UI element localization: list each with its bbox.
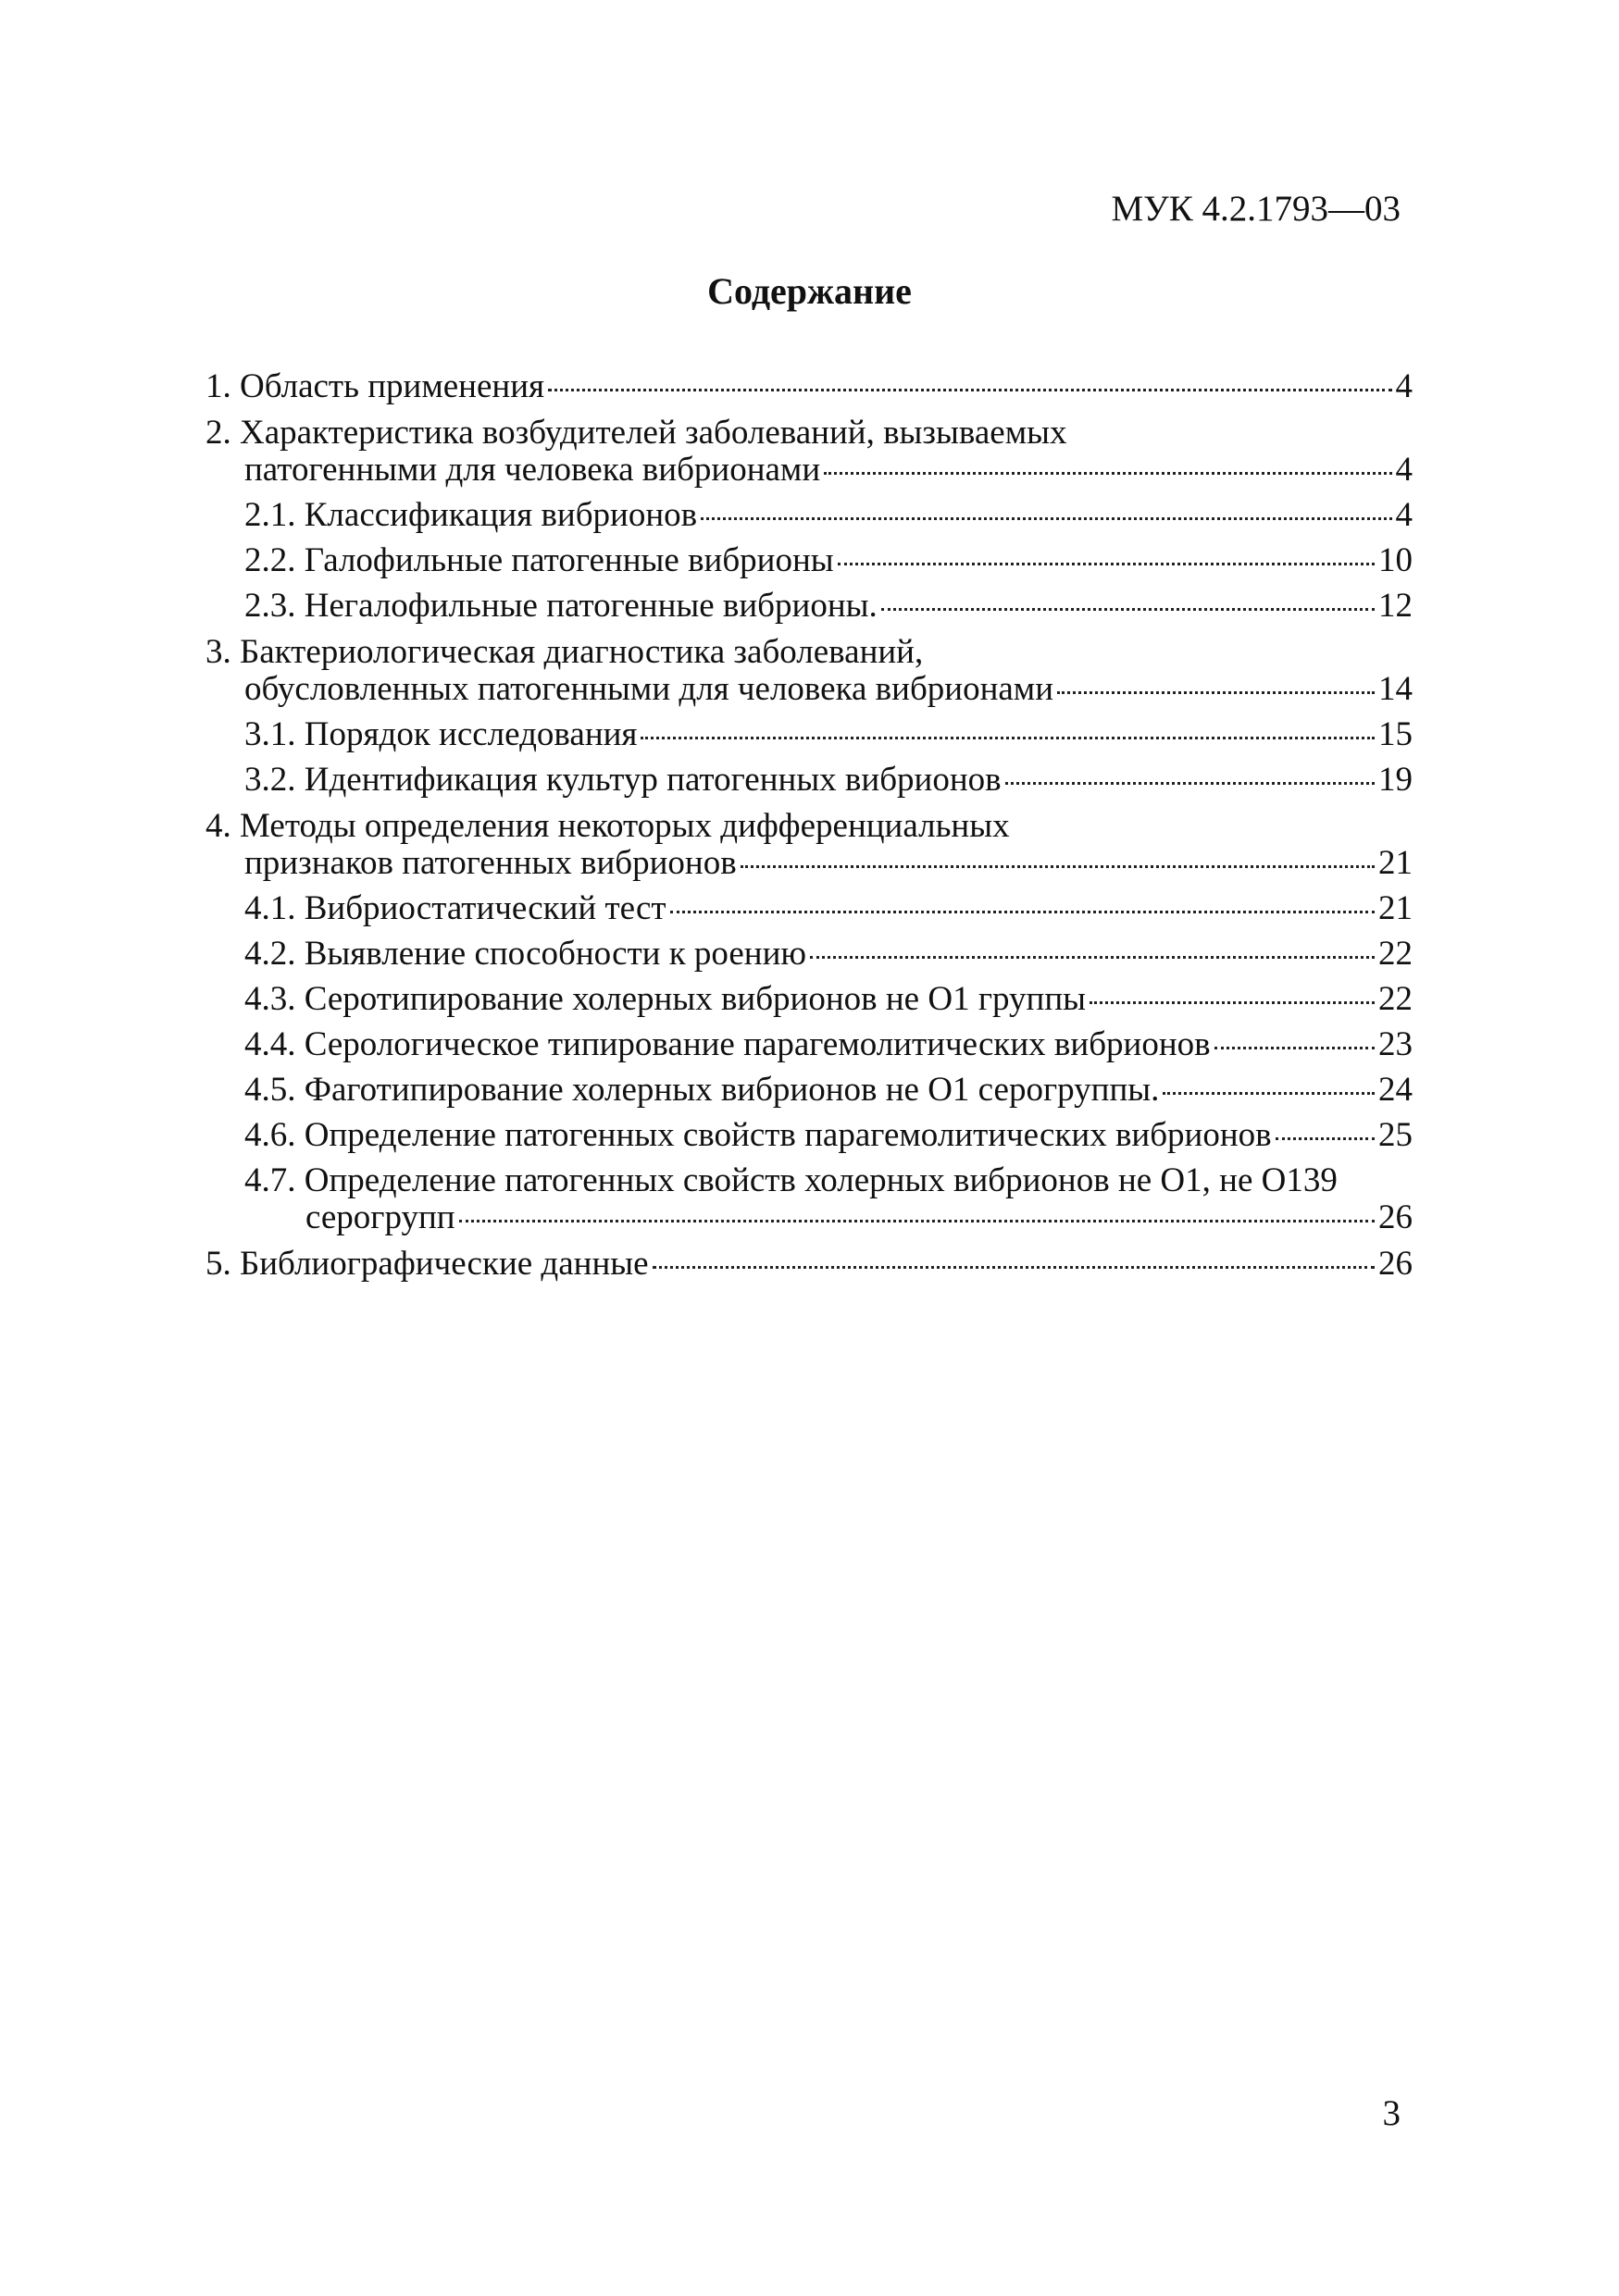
toc-entry-3-1[interactable]	[205, 716, 1413, 753]
dot-leader	[701, 517, 1391, 520]
toc-entry-title: 4.6. Определение патогенных свойств парагемолитических вибрионов	[244, 1116, 1272, 1154]
toc-entry-4-3[interactable]	[205, 981, 1413, 1018]
toc-entry-title: признаков патогенных вибрионов	[244, 844, 737, 882]
table-of-contents	[205, 368, 1413, 1283]
page-number: 3	[1382, 2093, 1401, 2133]
dot-leader	[810, 956, 1375, 959]
toc-entry-5[interactable]	[205, 1246, 1413, 1283]
toc-entry-title: 2.3. Негалофильные патогенные вибрионы.	[244, 587, 878, 625]
toc-entry-4-4[interactable]	[205, 1026, 1413, 1063]
toc-title: Содержание	[707, 270, 912, 312]
toc-entry-title-line: 3. Бактериологическая диагностика заболеваний,	[205, 633, 924, 671]
toc-entry-page: 4	[1395, 367, 1413, 405]
toc-entry-title: 4.4. Серологическое типирование парагемолитических вибрионов	[244, 1025, 1211, 1063]
toc-entry-page: 24	[1378, 1071, 1413, 1109]
toc-entry-title: 4.5. Фаготипирование холерных вибрионов не O1 серогруппы.	[244, 1071, 1160, 1109]
toc-entry-page: 12	[1378, 587, 1413, 625]
toc-entry-title: 4.1. Вибриостатический тест	[244, 889, 666, 927]
toc-entry-page: 21	[1378, 844, 1413, 882]
toc-entry-2[interactable]	[205, 415, 1413, 489]
toc-entry-2-3[interactable]	[205, 588, 1413, 625]
toc-entry-3[interactable]	[205, 634, 1413, 708]
toc-entry-title: 4.3. Серотипирование холерных вибрионов не O1 группы	[244, 980, 1086, 1018]
toc-entry-4-6[interactable]	[205, 1117, 1413, 1154]
toc-entry-page: 15	[1378, 715, 1413, 753]
dot-leader	[641, 737, 1375, 739]
toc-entry-4-5[interactable]	[205, 1072, 1413, 1109]
toc-entry-3-2[interactable]	[205, 762, 1413, 799]
dot-leader	[459, 1220, 1375, 1222]
toc-entry-title: патогенными для человека вибрионами	[244, 451, 821, 489]
toc-entry-title: 5. Библиографические данные	[205, 1245, 649, 1283]
toc-entry-page: 14	[1378, 670, 1413, 708]
toc-entry-title: 2.1. Классификация вибрионов	[244, 496, 698, 534]
toc-entry-4-7[interactable]	[205, 1162, 1413, 1236]
toc-entry-title: 4.2. Выявление способности к роению	[244, 935, 807, 973]
toc-entry-title: обусловленных патогенными для человека вибрионами	[244, 670, 1054, 708]
toc-entry-title: 3.1. Порядок исследования	[244, 715, 638, 753]
dot-leader	[653, 1266, 1375, 1269]
dot-leader	[741, 865, 1375, 868]
toc-entry-title: 3.2. Идентификация культур патогенных вибрионов	[244, 761, 1002, 799]
dot-leader	[1276, 1137, 1375, 1140]
toc-entry-page: 22	[1378, 935, 1413, 973]
toc-entry-2-2[interactable]	[205, 542, 1413, 579]
toc-entry-page: 21	[1378, 889, 1413, 927]
dot-leader	[1057, 691, 1375, 694]
toc-entry-title-line: 4. Методы определения некоторых дифференциальных	[205, 807, 1010, 845]
toc-entry-page: 4	[1395, 451, 1413, 489]
dot-leader	[881, 608, 1375, 611]
dot-leader	[1090, 1001, 1375, 1004]
toc-entry-page: 26	[1378, 1198, 1413, 1236]
toc-entry-page: 23	[1378, 1025, 1413, 1063]
dot-leader	[670, 911, 1375, 913]
toc-entry-page: 22	[1378, 980, 1413, 1018]
toc-entry-title: 1. Область применения	[205, 367, 545, 405]
toc-entry-page: 26	[1378, 1245, 1413, 1283]
toc-entry-title: серогрупп	[305, 1198, 455, 1236]
document-code: МУК 4.2.1793—03	[1111, 189, 1401, 229]
toc-entry-4-1[interactable]	[205, 890, 1413, 927]
toc-entry-title-line: 4.7. Определение патогенных свойств холерных вибрионов не O1, не O139	[244, 1161, 1338, 1199]
toc-entry-4-2[interactable]	[205, 936, 1413, 973]
dot-leader	[824, 472, 1391, 475]
toc-entry-page: 10	[1378, 541, 1413, 579]
toc-entry-page: 4	[1395, 496, 1413, 534]
toc-entry-title: 2.2. Галофильные патогенные вибрионы	[244, 541, 834, 579]
dot-leader	[838, 563, 1375, 565]
dot-leader	[1214, 1047, 1375, 1049]
toc-entry-page: 19	[1378, 761, 1413, 799]
toc-entry-2-1[interactable]	[205, 497, 1413, 534]
toc-entry-1[interactable]	[205, 368, 1413, 405]
dot-leader	[548, 389, 1391, 391]
dot-leader	[1005, 782, 1375, 785]
toc-entry-4[interactable]	[205, 808, 1413, 882]
toc-entry-page: 25	[1378, 1116, 1413, 1154]
dot-leader	[1163, 1092, 1375, 1095]
toc-entry-title-line: 2. Характеристика возбудителей заболеваний, вызываемых	[205, 414, 1067, 452]
